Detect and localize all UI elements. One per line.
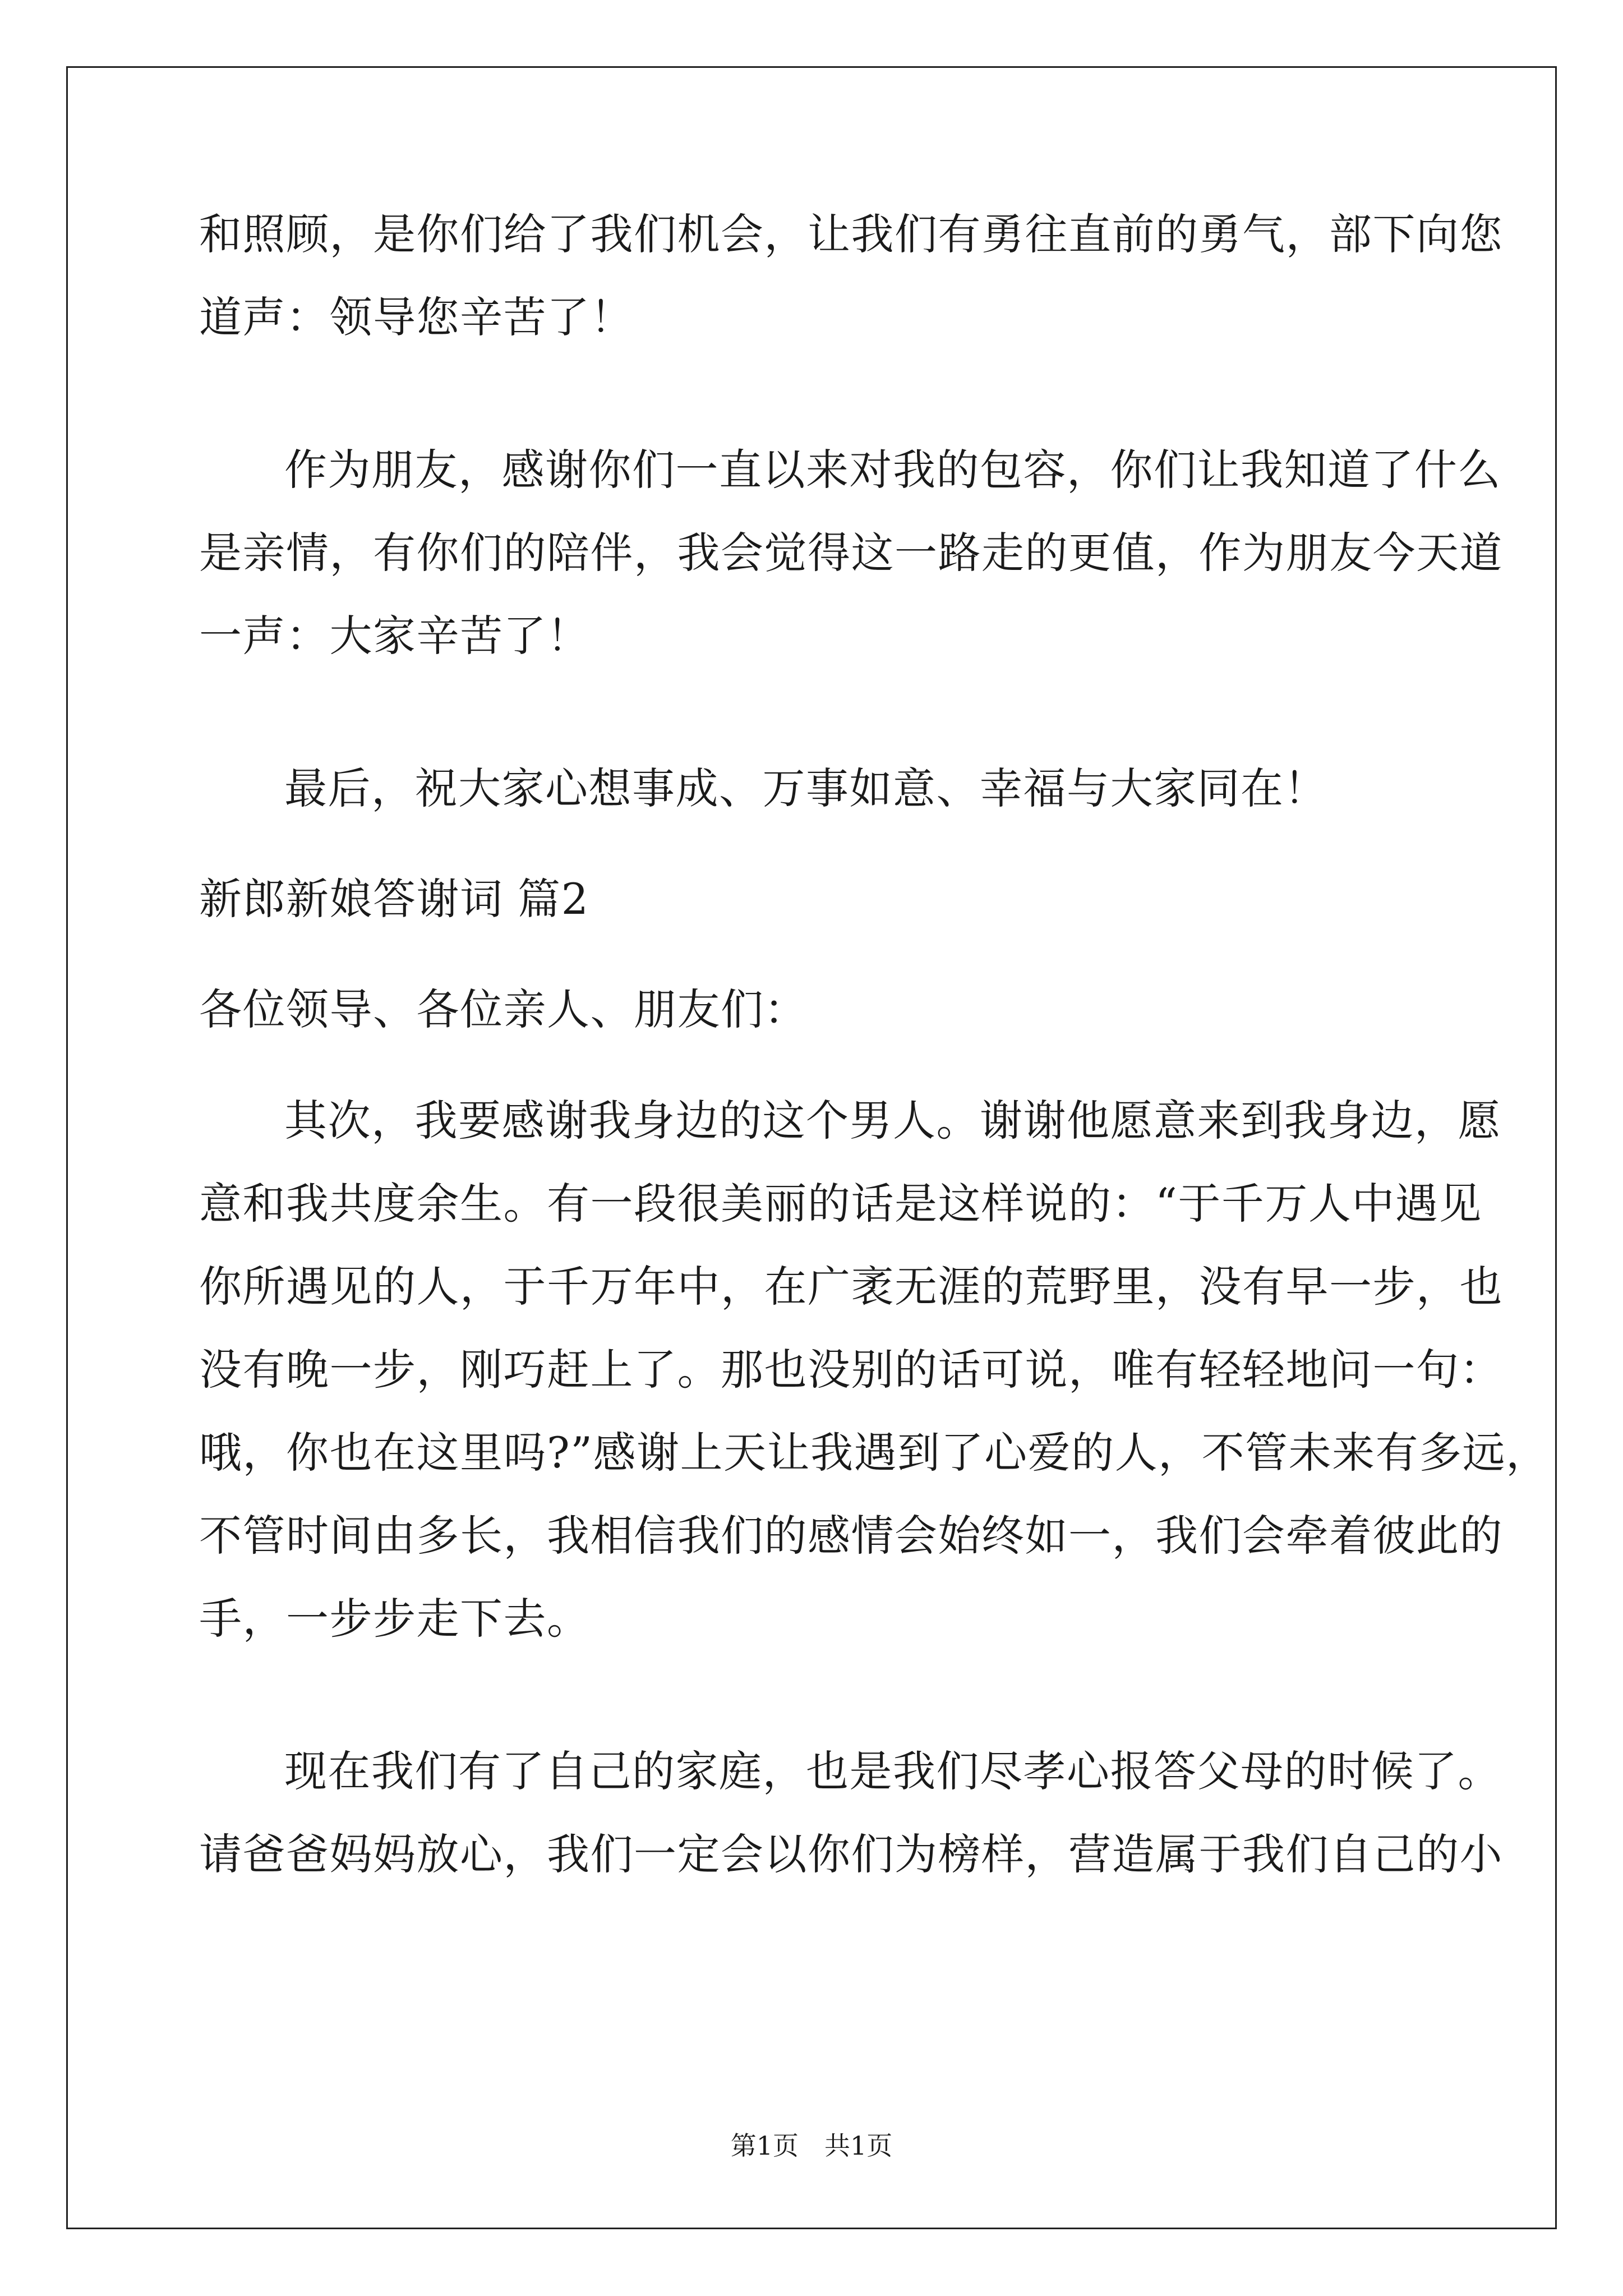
section-heading: 新郎新娘答谢词 篇2 [199,874,589,924]
text-line: 手，一步步走下去。 [199,1594,591,1644]
text-line: 一声：大家辛苦了！ [199,611,591,661]
paragraph-first-line: 其次，我要感谢我身边的这个男人。谢谢他愿意来到我身边，愿 [284,1096,1501,1145]
text-line: 哦，你也在这里吗?”感谢上天让我遇到了心爱的人，不管未来有多远， [199,1428,1550,1478]
paragraph-first-line: 作为朋友，感谢你们一直以来对我的包容，你们让我知道了什么 [284,445,1501,495]
text-line: 不管时间由多长，我相信我们的感情会始终如一，我们会牵着彼此的 [199,1511,1503,1561]
text-line: 你所遇见的人，于千万年中，在广袤无涯的荒野里，没有早一步，也 [199,1262,1503,1312]
text-line: 意和我共度余生。有一段很美丽的话是这样说的：“于千万人中遇见 [199,1179,1482,1228]
text-line: 请爸爸妈妈放心，我们一定会以你们为榜样，营造属于我们自己的小 [199,1829,1503,1879]
paragraph-first-line: 最后，祝大家心想事成、万事如意、幸福与大家同在！ [284,763,1327,813]
text-line: 没有晚一步，刚巧赶上了。那也没别的话可说，唯有轻轻地问一句： [199,1345,1503,1395]
text-line: 和照顾，是你们给了我们机会，让我们有勇往直前的勇气，部下向您 [199,209,1503,259]
salutation: 各位领导、各位亲人、朋友们： [199,984,808,1034]
page-number-footer: 第1页 共1页 [730,2131,893,2161]
text-line: 道声：领导您辛苦了！ [199,292,634,342]
text-line: 是亲情，有你们的陪伴，我会觉得这一路走的更值，作为朋友今天道 [199,528,1503,578]
paragraph-first-line: 现在我们有了自己的家庭，也是我们尽孝心报答父母的时候了。 [284,1746,1501,1796]
